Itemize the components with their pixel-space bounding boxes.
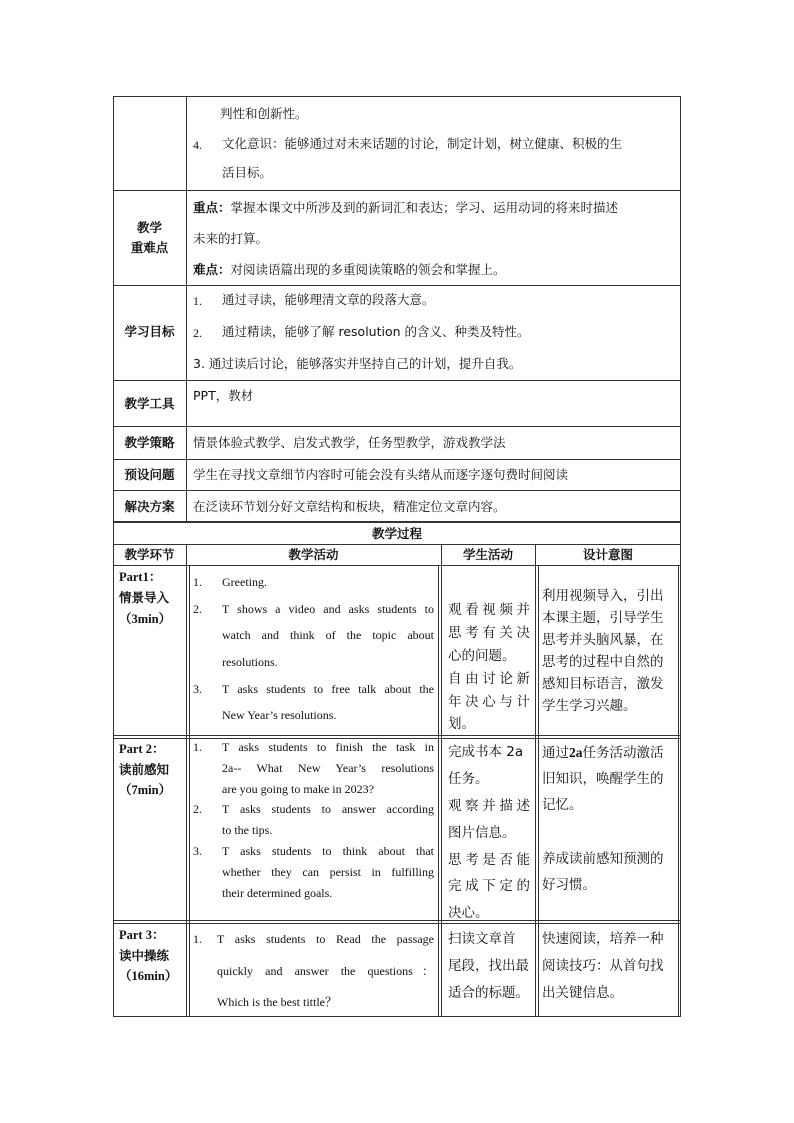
part1-activity-2-line-3: resolutions.	[222, 655, 278, 669]
part3-activity-1-number: 1.	[193, 932, 202, 946]
header-divider-bottom	[113, 565, 681, 566]
goal-3: 3. 通过读后讨论，能够落实并坚持自己的计划，提升自我。	[193, 356, 522, 371]
part1-stage-line-1: Part1：	[119, 570, 162, 584]
row-divider	[113, 920, 681, 921]
part1-student-line-2: 思考有关决	[448, 625, 530, 641]
part1-activity-3-number: 3.	[193, 682, 202, 696]
column-divider	[441, 544, 442, 1017]
row-divider	[113, 735, 681, 736]
part2-activity-2-line-2: to the tips.	[222, 823, 273, 837]
objective-4-line-2: 活目标。	[222, 165, 273, 180]
row-divider	[113, 285, 681, 286]
part1-stage-line-3: （3min）	[119, 612, 172, 626]
column-divider	[186, 544, 187, 1017]
part1-student-line-5: 年决心与计	[448, 694, 530, 710]
cell-edge	[678, 565, 679, 1017]
difficult-point	[193, 260, 506, 280]
row-divider	[113, 923, 681, 924]
header-stage: 教学环节	[124, 547, 175, 562]
part3-activity-1-line-3: Which is the best tittle？	[217, 995, 337, 1009]
part1-activity-1: Greeting.	[222, 575, 267, 589]
part2-activity-3-number: 3.	[193, 844, 202, 858]
strategy-label: 教学策略	[124, 435, 175, 450]
cell-edge	[538, 565, 539, 1017]
part1-intent-line-4: 思考的过程中自然的	[542, 654, 664, 670]
part1-activity-2-number: 2.	[193, 602, 202, 616]
part2-intent-line-1-end: 任务活动激活	[582, 745, 664, 761]
tools-value: PPT，教材	[193, 388, 254, 403]
part3-activity-1-line-2: quickly and answer the questions：	[217, 964, 434, 978]
part3-intent-line-3: 出关键信息。	[542, 985, 623, 1001]
objective-4-number: 4.	[193, 138, 202, 152]
part3-student-line-3: 适合的标题。	[448, 985, 529, 1001]
cell-edge	[438, 565, 439, 1017]
goal-1: 通过寻读，能够理清文章的段落大意。	[222, 292, 435, 307]
part1-student-line-1: 观看视频并	[448, 602, 530, 618]
part1-activity-3-line-1: T asks students to free talk about the	[222, 682, 434, 696]
row-divider	[113, 490, 681, 491]
part2-student-line-6: 完成下定的	[448, 878, 530, 894]
tools-label: 教学工具	[124, 396, 175, 411]
row-divider	[113, 190, 681, 191]
part2-intent-line-1-start: 通过	[542, 745, 569, 761]
part2-student-line-3: 观察并描述	[448, 798, 530, 814]
key-point-tag: 重点：	[193, 200, 231, 215]
part2-stage-line-1: Part 2：	[119, 742, 165, 756]
objective-4-line-1: 文化意识：能够通过对未来话题的讨论，制定计划，树立健康、积极的生	[222, 136, 623, 151]
key-point-line-1	[193, 198, 618, 218]
part3-stage-line-2: 读中操练	[119, 948, 170, 963]
part1-stage-line-2: 情景导入	[119, 590, 170, 605]
part3-intent-line-2: 阅读技巧：从首句找	[542, 958, 664, 974]
difficult-point-text: 对阅读语篇出现的多重阅读策略的领会和掌握上。	[230, 262, 506, 277]
cell-edge	[189, 565, 190, 1017]
part2-intent-line-5: 好习惯。	[542, 877, 596, 893]
part1-intent-line-1: 利用视频导入，引出	[542, 588, 664, 604]
header-intent: 设计意图	[582, 547, 633, 562]
part2-activity-3-line-3: their determined goals.	[222, 886, 333, 900]
problems-value: 学生在寻找文章细节内容时可能会没有头绪从而逐字逐句费时间阅读	[193, 467, 569, 482]
part2-student-line-5: 思考是否能	[448, 852, 530, 868]
part3-intent-line-1: 快速阅读，培养一种	[542, 931, 664, 947]
part2-student-line-7: 决心。	[448, 905, 489, 921]
solution-value: 在泛读环节划分好文章结构和板块，精准定位文章内容。	[193, 499, 506, 514]
part2-intent-task-ref: 2a	[569, 745, 583, 760]
header-activity: 教学活动	[288, 547, 339, 562]
part1-student-line-6: 划。	[448, 716, 475, 732]
part2-activity-3-line-1: T asks students to think about that	[222, 844, 434, 858]
part2-intent-line-1	[542, 743, 664, 763]
part2-activity-1-line-2: 2a-- What New Year’s resolutions	[222, 761, 434, 775]
process-title: 教学过程	[371, 526, 422, 541]
part2-stage-line-3: （7min）	[119, 783, 172, 797]
part2-student-line-2: 任务。	[448, 771, 489, 787]
part3-stage-line-3: （16min）	[119, 969, 178, 983]
learning-goals-label: 学习目标	[124, 324, 175, 339]
key-points-label-line-2: 重难点	[130, 240, 169, 255]
part1-activity-2-line-1: T shows a video and asks students to	[222, 602, 434, 616]
part1-intent-line-5: 感知目标语言，激发	[542, 676, 664, 692]
key-points-label-line-1: 教学	[136, 220, 162, 235]
part3-stage-line-1: Part 3：	[119, 928, 165, 942]
part1-intent-line-2: 本课主题，引导学生	[542, 610, 664, 626]
header-student: 学生活动	[462, 547, 513, 562]
strategy-value: 情景体验式教学、启发式教学，任务型教学，游戏教学法	[193, 435, 506, 450]
part1-student-line-4: 自由讨论新	[448, 671, 530, 687]
key-point-line-2: 未来的打算。	[193, 231, 269, 246]
goal-1-number: 1.	[193, 294, 202, 308]
part3-activity-1-line-1: T asks students to Read the passage	[217, 932, 434, 946]
part1-student-line-3: 心的问题。	[448, 648, 516, 664]
column-divider	[535, 544, 536, 1017]
part2-activity-2-number: 2.	[193, 802, 202, 816]
row-divider	[113, 426, 681, 427]
key-point-text: 掌握本课文中所涉及到的新词汇和表达；学习、运用动词的将来时描述	[230, 200, 619, 215]
part2-intent-line-2: 旧知识，唤醒学生的	[542, 771, 664, 787]
part1-activity-2-line-2: watch and think of the topic about	[222, 628, 434, 642]
row-divider	[113, 380, 681, 381]
goal-2-number: 2.	[193, 326, 202, 340]
part2-intent-line-3: 记忆。	[542, 797, 583, 813]
part1-activity-1-number: 1.	[193, 575, 202, 589]
solution-label: 解决方案	[124, 499, 175, 514]
objective-continuation: 判性和创新性。	[220, 106, 308, 121]
part2-intent-line-4: 养成读前感知预测的	[542, 851, 664, 867]
part2-activity-3-line-2: whether they can persist in fulfilling	[222, 865, 434, 879]
part3-student-line-2: 尾段，找出最	[448, 958, 529, 974]
goal-2: 通过精读，能够了解 resolution 的含义、种类及特性。	[222, 324, 530, 339]
part2-student-line-4: 图片信息。	[448, 825, 516, 841]
row-divider	[113, 459, 681, 460]
part2-activity-1-line-3: are you going to make in 2023?	[222, 782, 374, 796]
part2-activity-1-line-1: T asks students to finish the task in	[222, 740, 434, 754]
part2-student-line-1: 完成书本 2a	[448, 744, 524, 760]
part3-student-line-1: 扫读文章首	[448, 931, 516, 947]
part1-intent-line-6: 学生学习兴趣。	[542, 698, 637, 714]
part2-activity-2-line-1: T asks students to answer according	[222, 802, 434, 816]
part2-activity-1-number: 1.	[193, 740, 202, 754]
difficult-point-tag: 难点：	[193, 262, 231, 277]
part2-stage-line-2: 读前感知	[119, 762, 170, 777]
part1-activity-3-line-2: New Year’s resolutions.	[222, 708, 337, 722]
part1-intent-line-3: 思考并头脑风暴，在	[542, 632, 664, 648]
problems-label: 预设问题	[124, 467, 175, 482]
